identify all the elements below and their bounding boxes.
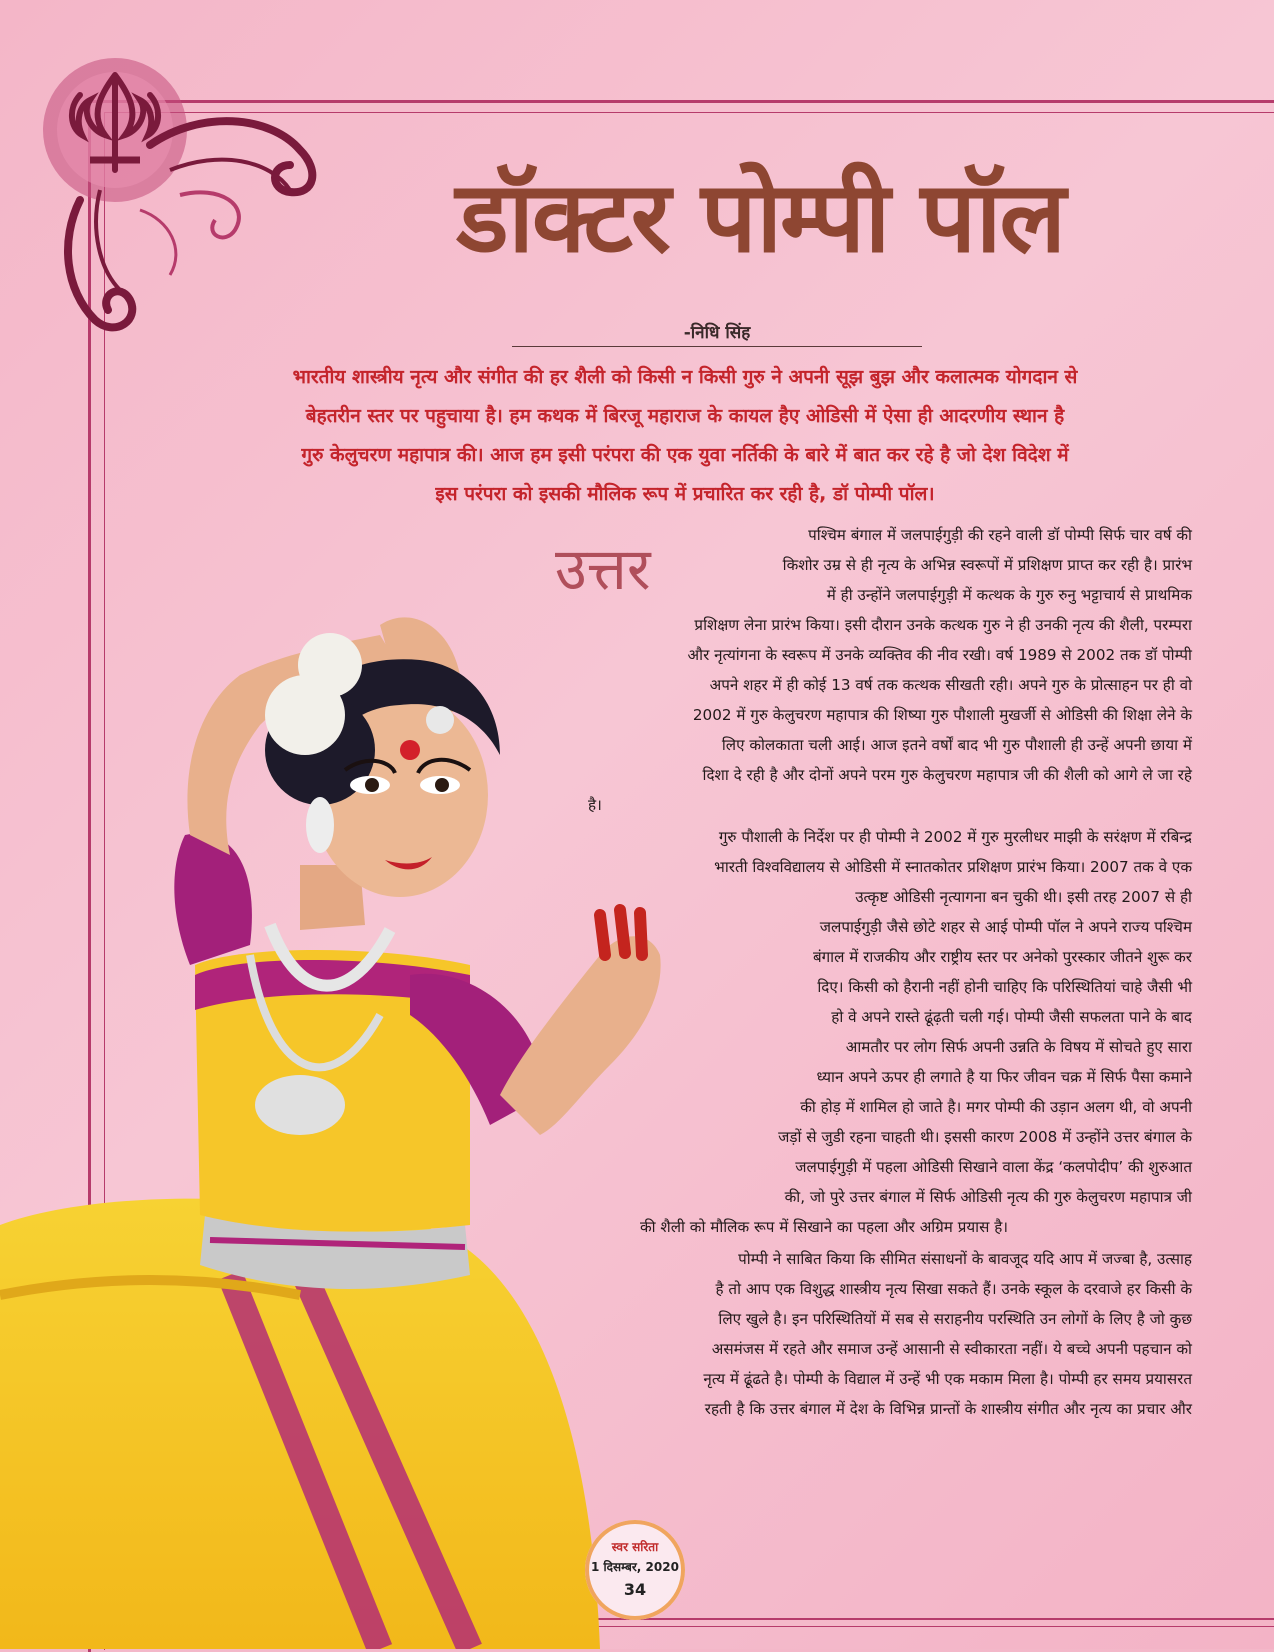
intro-line: गुरु केलुचरण महापात्र की। आज हम इसी परंपरा की एक युवा नर्तिकी के बारे में बात कर रहे है जो देश विदेश में	[301, 444, 1069, 466]
body-line: की शैली को मौलिक रूप में सिखाने का पहला और अग्रिम प्रयास है।	[640, 1218, 1009, 1236]
body-line: जलपाईगुड़ी जैसे छोटे शहर से आई पोम्पी पॉल ने अपने राज्य पश्चिम	[819, 918, 1192, 936]
drop-cap: उत्तर	[555, 535, 651, 603]
intro-line: भारतीय शास्त्रीय नृत्य और संगीत की हर शैली को किसी न किसी गुरु ने अपनी सूझ बुझ और कलात्मक योगदान से	[292, 366, 1078, 388]
body-line: है तो आप एक विशुद्ध शास्त्रीय नृत्य सिखा सकते हैं। उनके स्कूल के दरवाजे हर किसी के	[715, 1280, 1192, 1298]
body-line: प्रशिक्षण लेना प्रारंभ किया। इसी दौरान उनके कत्थक गुरु ने ही उनकी नृत्य की शैली, परम्परा	[694, 616, 1192, 634]
body-line: रहती है कि उत्तर बंगाल में देश के विभिन्न प्रान्तों के शास्त्रीय संगीत और नृत्य का प्रचार और	[704, 1400, 1192, 1418]
body-line: पोम्पी ने साबित किया कि सीमित संसाधनों के बावजूद यदि आप में जज्बा है, उत्साह	[738, 1250, 1192, 1268]
author-byline: -निधि सिंह	[512, 320, 922, 347]
body-line: दिए। किसी को हैरानी नहीं होनी चाहिए कि परिस्थितियां चाहे जैसी भी	[817, 978, 1192, 996]
body-line: बंगाल में राजकीय और राष्ट्रीय स्तर पर अनेको पुरस्कार जीतने शुरू कर	[812, 948, 1192, 966]
body-line: हो वे अपने रास्ते ढूंढ़ती चली गई। पोम्पी जैसी सफलता पाने के बाद	[831, 1008, 1192, 1026]
body-line: लिए कोलकाता चली आई। आज इतने वर्षों बाद भी गुरु पौशाली ही उन्हें अपनी छाया में	[721, 736, 1192, 754]
body-line: नृत्य में ढूंढते है। पोम्पी के विद्याल में उन्हें भी एक मकाम मिला है। पोम्पी हर समय प्रयासरत	[703, 1370, 1192, 1388]
body-line: जलपाईगुड़ी में पहला ओडिसी सिखाने वाला केंद्र ‘कलपोदीप’ की शुरुआत	[795, 1158, 1192, 1176]
intro-line: बेहतरीन स्तर पर पहुचाया है। हम कथक में बिरजू महाराज के कायल हैए ओडिसी में ऐसा ही आदरणीय स्थान है	[305, 405, 1065, 427]
issue-date: 1 दिसम्बर, 2020	[591, 1560, 679, 1574]
body-line: में ही उन्होंने जलपाईगुड़ी में कत्थक के गुरु रुनु भट्टाचार्य से प्राथमिक	[826, 586, 1192, 604]
body-line: उत्कृष्ट ओडिसी नृत्यागना बन चुकी थी। इसी तरह 2007 से ही	[855, 888, 1192, 906]
body-line: किशोर उम्र से ही नृत्य के अभिन्न स्वरूपों में प्रशिक्षण प्राप्त कर रही है। प्रारंभ	[782, 556, 1192, 574]
body-line: भारती विश्वविद्यालय से ओडिसी में स्नातकोतर प्रशिक्षण प्रारंभ किया। 2007 तक वे एक	[714, 858, 1192, 876]
body-line: लिए खुले है। इन परिस्थितियों में सब से सराहनीय परस्थिति उन लोगों के लिए है जो कुछ	[718, 1310, 1192, 1328]
body-line: है।	[588, 796, 602, 814]
body-line: ध्यान अपने ऊपर ही लगाते है या फिर जीवन चक्र में सिर्फ पैसा कमाने	[816, 1068, 1192, 1086]
magazine-name: स्वर सरिता	[611, 1540, 659, 1554]
body-line: की, जो पुरे उत्तर बंगाल में सिर्फ ओडिसी नृत्य की गुरु केलुचरण महापात्र जी	[784, 1188, 1192, 1206]
body-line: दिशा दे रही है और दोनों अपने परम गुरु केलुचरण महापात्र जी की शैली को आगे ले जा रहे	[702, 766, 1192, 784]
body-line: पश्चिम बंगाल में जलपाईगुड़ी की रहने वाली डॉ पोम्पी सिर्फ चार वर्ष की	[808, 526, 1192, 544]
body-line: 2002 में गुरु केलुचरण महापात्र की शिष्या गुरु पौशाली मुखर्जी से ओडिसी की शिक्षा लेने के	[692, 706, 1192, 724]
body-line: आमतौर पर लोग सिर्फ अपनी उन्नति के विषय में सोचते हुए सारा	[845, 1038, 1192, 1056]
body-line: की होड़ में शामिल हो जाते है। मगर पोम्पी की उड़ान अलग थी, वो अपनी	[800, 1098, 1192, 1116]
body-line: असमंजस में रहते और समाज उन्हें आसानी से स्वीकारता नहीं। ये बच्चे अपनी पहचान को	[711, 1340, 1192, 1358]
page-number-badge	[585, 1520, 685, 1620]
body-line: गुरु पौशाली के निर्देश पर ही पोम्पी ने 2002 में गुरु मुरलीधर माझी के सरंक्षण में रबिन्द्र	[718, 828, 1192, 846]
page-number: 34	[623, 1580, 647, 1599]
intro-line: इस परंपरा को इसकी मौलिक रूप में प्रचारित कर रही है, डॉ पोम्पी पॉल।	[435, 483, 935, 505]
body-line: अपने शहर में ही कोई 13 वर्ष तक कत्थक सीखती रही। अपने गुरु के प्रोत्साहन पर ही वो	[709, 676, 1192, 694]
body-line: और नृत्यांगना के स्वरूप में उनके व्यक्तिव की नीव रखी। वर्ष 1989 से 2002 तक डॉ पोम्पी	[687, 646, 1192, 664]
body-line: जड़ों से जुडी रहना चाहती थी। इससी कारण 2008 में उन्होंने उत्तर बंगाल के	[778, 1128, 1192, 1146]
article-title: डॉक्टर पोम्पी पॉल	[456, 161, 1064, 275]
